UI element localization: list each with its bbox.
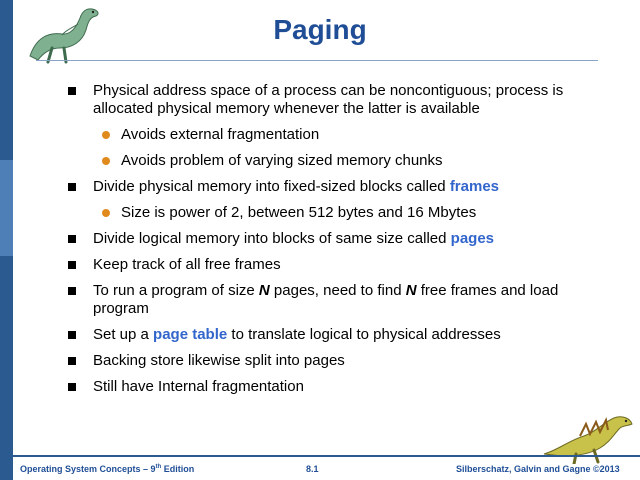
- text-run: to translate logical to physical addresses: [227, 326, 501, 343]
- bullet-item: [66, 178, 576, 196]
- bullet-text: Backing store likewise split into pages: [93, 352, 345, 369]
- footer-course: [20, 464, 194, 474]
- bullet-item: [66, 230, 576, 248]
- square-bullet-icon: [68, 357, 76, 365]
- variable-n: N: [405, 282, 417, 299]
- bullet-item: [66, 352, 576, 370]
- bullet-text: Size is power of 2, between 512 bytes and 16 Mbytes: [121, 204, 477, 221]
- square-bullet-icon: [68, 235, 76, 243]
- square-bullet-icon: [68, 287, 76, 295]
- page-number: 8.1: [306, 464, 319, 474]
- bullet-item: [66, 326, 576, 344]
- sub-bullet-item: [66, 204, 576, 222]
- left-sidebar-bar: [0, 0, 13, 480]
- bullet-text: [93, 326, 501, 343]
- square-bullet-icon: [68, 331, 76, 339]
- page-title: Paging: [273, 14, 367, 45]
- square-bullet-icon: [68, 261, 76, 269]
- keyword-pages: pages: [450, 230, 495, 247]
- square-bullet-icon: [68, 183, 76, 191]
- bullet-item: [66, 256, 576, 274]
- square-bullet-icon: [68, 87, 76, 95]
- text-run: Set up a: [93, 326, 154, 343]
- round-bullet-icon: [102, 131, 110, 139]
- sub-bullet-item: [66, 152, 576, 170]
- title-divider: [36, 60, 598, 61]
- bullet-text: Physical address space of a process can be noncontiguous; process is allocated physical memory whenever the latter is available: [93, 82, 564, 117]
- bullet-text: Still have Internal fragmentation: [93, 378, 304, 395]
- variable-n: N: [258, 282, 270, 299]
- footer-edition: Edition: [161, 464, 195, 474]
- bullet-list: [66, 82, 576, 404]
- text-run: Divide logical memory into blocks of same size called: [93, 230, 451, 247]
- bullet-text: [93, 178, 499, 195]
- sidebar-accent: [0, 160, 13, 256]
- text-run: free frames and load program: [93, 282, 559, 317]
- square-bullet-icon: [68, 383, 76, 391]
- footer-authors: Silberschatz, Galvin and Gagne ©2013: [456, 464, 620, 474]
- footer-divider: [13, 455, 640, 457]
- text-run: pages, need to find: [269, 282, 406, 299]
- footer-course-text: Operating System Concepts – 9: [20, 464, 156, 474]
- bullet-text: [93, 230, 494, 247]
- bullet-item: [66, 378, 576, 396]
- bullet-text: Avoids external fragmentation: [121, 126, 320, 143]
- footer-ordinal: th: [155, 464, 162, 470]
- sub-bullet-item: [66, 126, 576, 144]
- bullet-item: [66, 282, 576, 318]
- bullet-text: Avoids problem of varying sized memory chunks: [121, 152, 443, 169]
- bullet-text: Keep track of all free frames: [93, 256, 281, 273]
- round-bullet-icon: [102, 157, 110, 165]
- text-run: To run a program of size: [93, 282, 259, 299]
- round-bullet-icon: [102, 209, 110, 217]
- bullet-item: [66, 82, 576, 118]
- keyword-frames: frames: [449, 178, 500, 195]
- keyword-page-table: page table: [153, 326, 228, 343]
- bullet-text: [93, 282, 558, 317]
- text-run: Divide physical memory into fixed-sized blocks called: [93, 178, 450, 195]
